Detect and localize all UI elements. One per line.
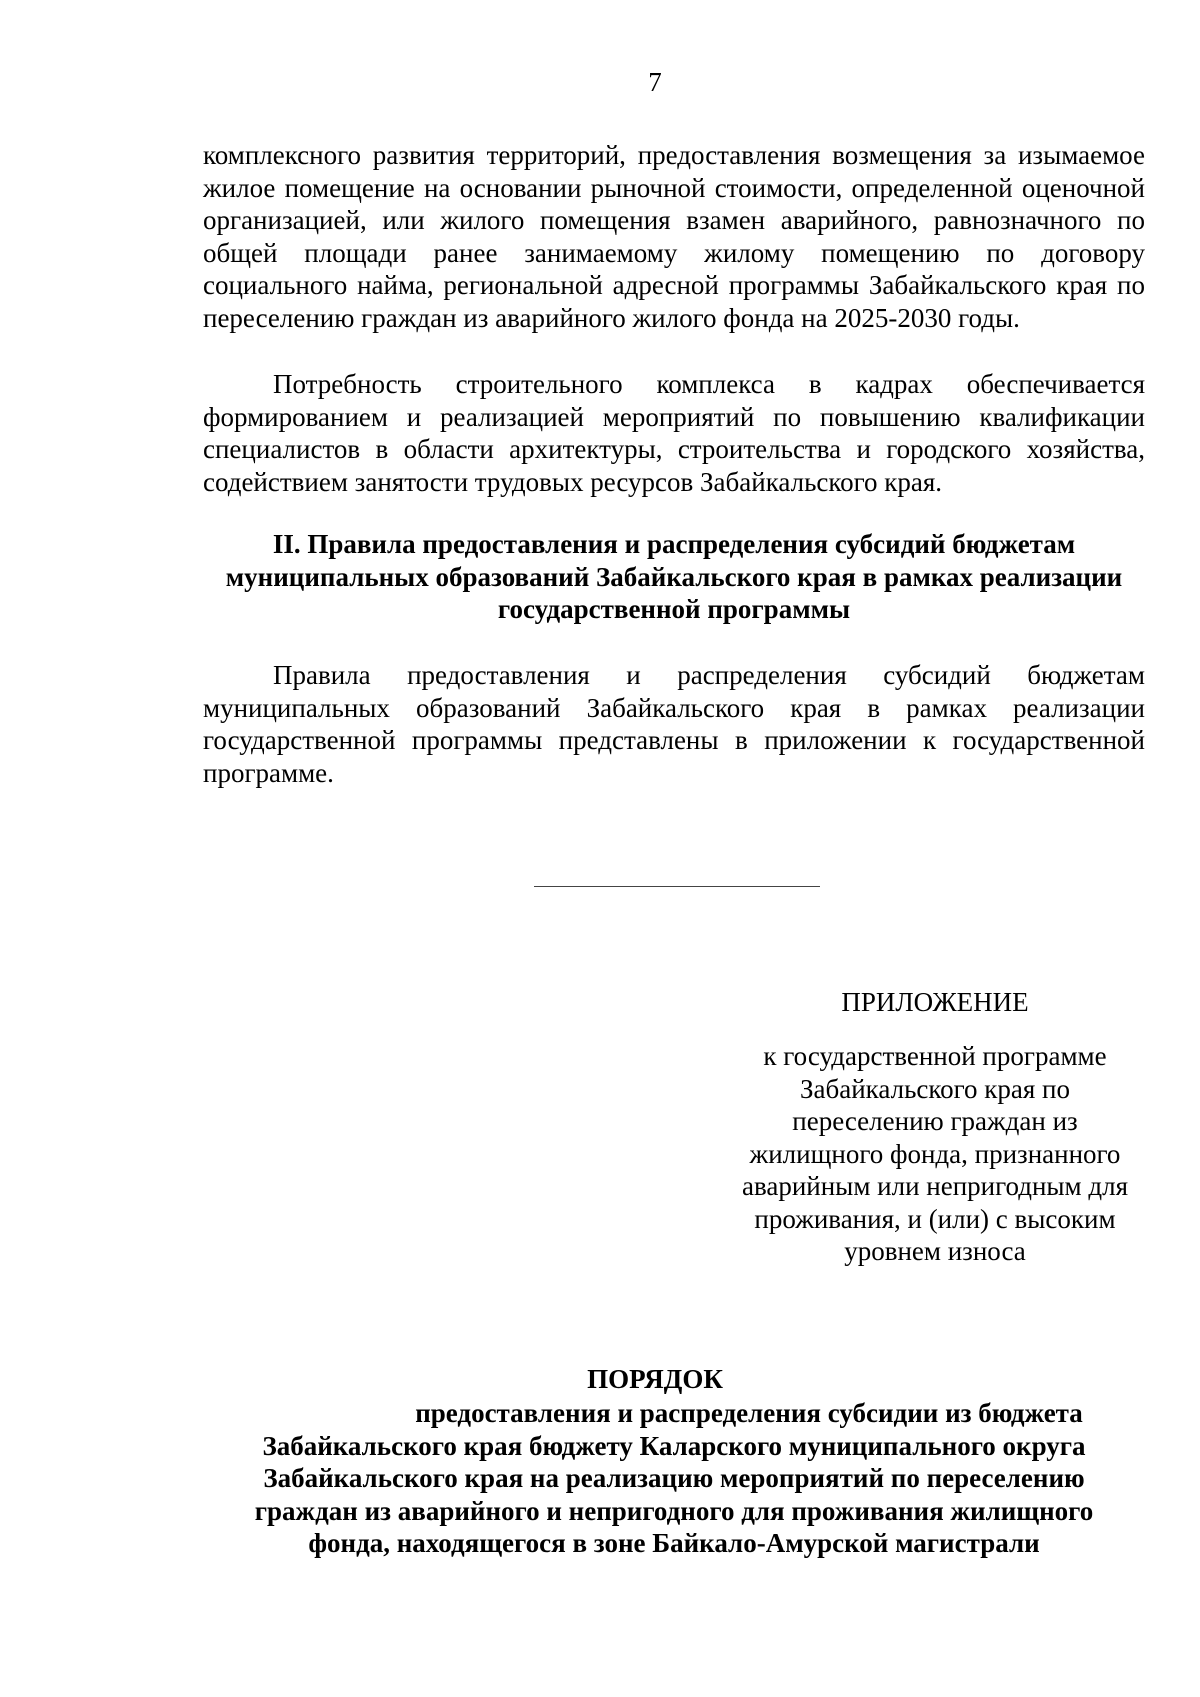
paragraph-staffing: Потребность строительного комплекса в кадрах обеспечивается формированием и реализацией мероприятий по повышению квалификации специалистов в области архитектуры, строительства и городского хозяйства, содействием занятости трудовых ресурсов Забайкальского края.	[203, 369, 1145, 497]
appendix-line: уровнем износа	[844, 1236, 1026, 1266]
appendix-caption	[725, 1040, 1145, 1268]
appendix-title: ПРИЛОЖЕНИЕ	[841, 987, 1029, 1017]
appendix-line: к государственной программе	[763, 1041, 1107, 1071]
appendix-line: проживания, и (или) с высоким	[754, 1203, 1116, 1234]
appendix-line: аварийным или непригодным для	[741, 1171, 1129, 1201]
order-line: фонда, находящегося в зоне Байкало-Амурской магистрали	[308, 1528, 1040, 1558]
appendix-line: жилищного фонда, признанного	[749, 1138, 1121, 1169]
appendix-line: Забайкальского края по	[800, 1073, 1070, 1104]
appendix-line: переселению граждан из	[792, 1106, 1078, 1136]
section-heading-line: государственной программы	[497, 594, 851, 624]
paragraph-continuation: комплексного развития территорий, предоставления возмещения за изымаемое жилое помещение на основании рыночной стоимости, определенной оценочной организацией, или жилого помещения взамен аварийного, равнозначного по общей площади ранее занимаемому жилому помещению по договору социального найма, региональной адресной программы Забайкальского края по переселению граждан из аварийного жилого фонда на 2025-2030 годы.	[203, 140, 1145, 333]
order-subtitle	[203, 1397, 1145, 1560]
order-line: граждан из аварийного и непригодного для проживания жилищного	[254, 1495, 1094, 1526]
order-title: ПОРЯДОК	[587, 1364, 723, 1394]
paragraph-rules: Правила предоставления и распределения субсидий бюджетам муниципальных образований Забайкальского края в рамках реализации государственной программы представлены в приложении к государственной программе.	[203, 660, 1145, 788]
order-line: предоставления и распределения субсидии из бюджета	[415, 1398, 1083, 1428]
section-heading	[203, 528, 1145, 626]
section-divider	[534, 886, 820, 887]
section-heading-line: II. Правила предоставления и распределения субсидий бюджетам	[272, 529, 1076, 559]
section-heading-line: муниципальных образований Забайкальского края в рамках реализации	[225, 561, 1123, 592]
order-line: Забайкальского края на реализацию мероприятий по переселению	[263, 1463, 1085, 1493]
page-number: 7	[648, 67, 662, 97]
order-line: Забайкальского края бюджету Каларского муниципального округа	[262, 1430, 1086, 1461]
